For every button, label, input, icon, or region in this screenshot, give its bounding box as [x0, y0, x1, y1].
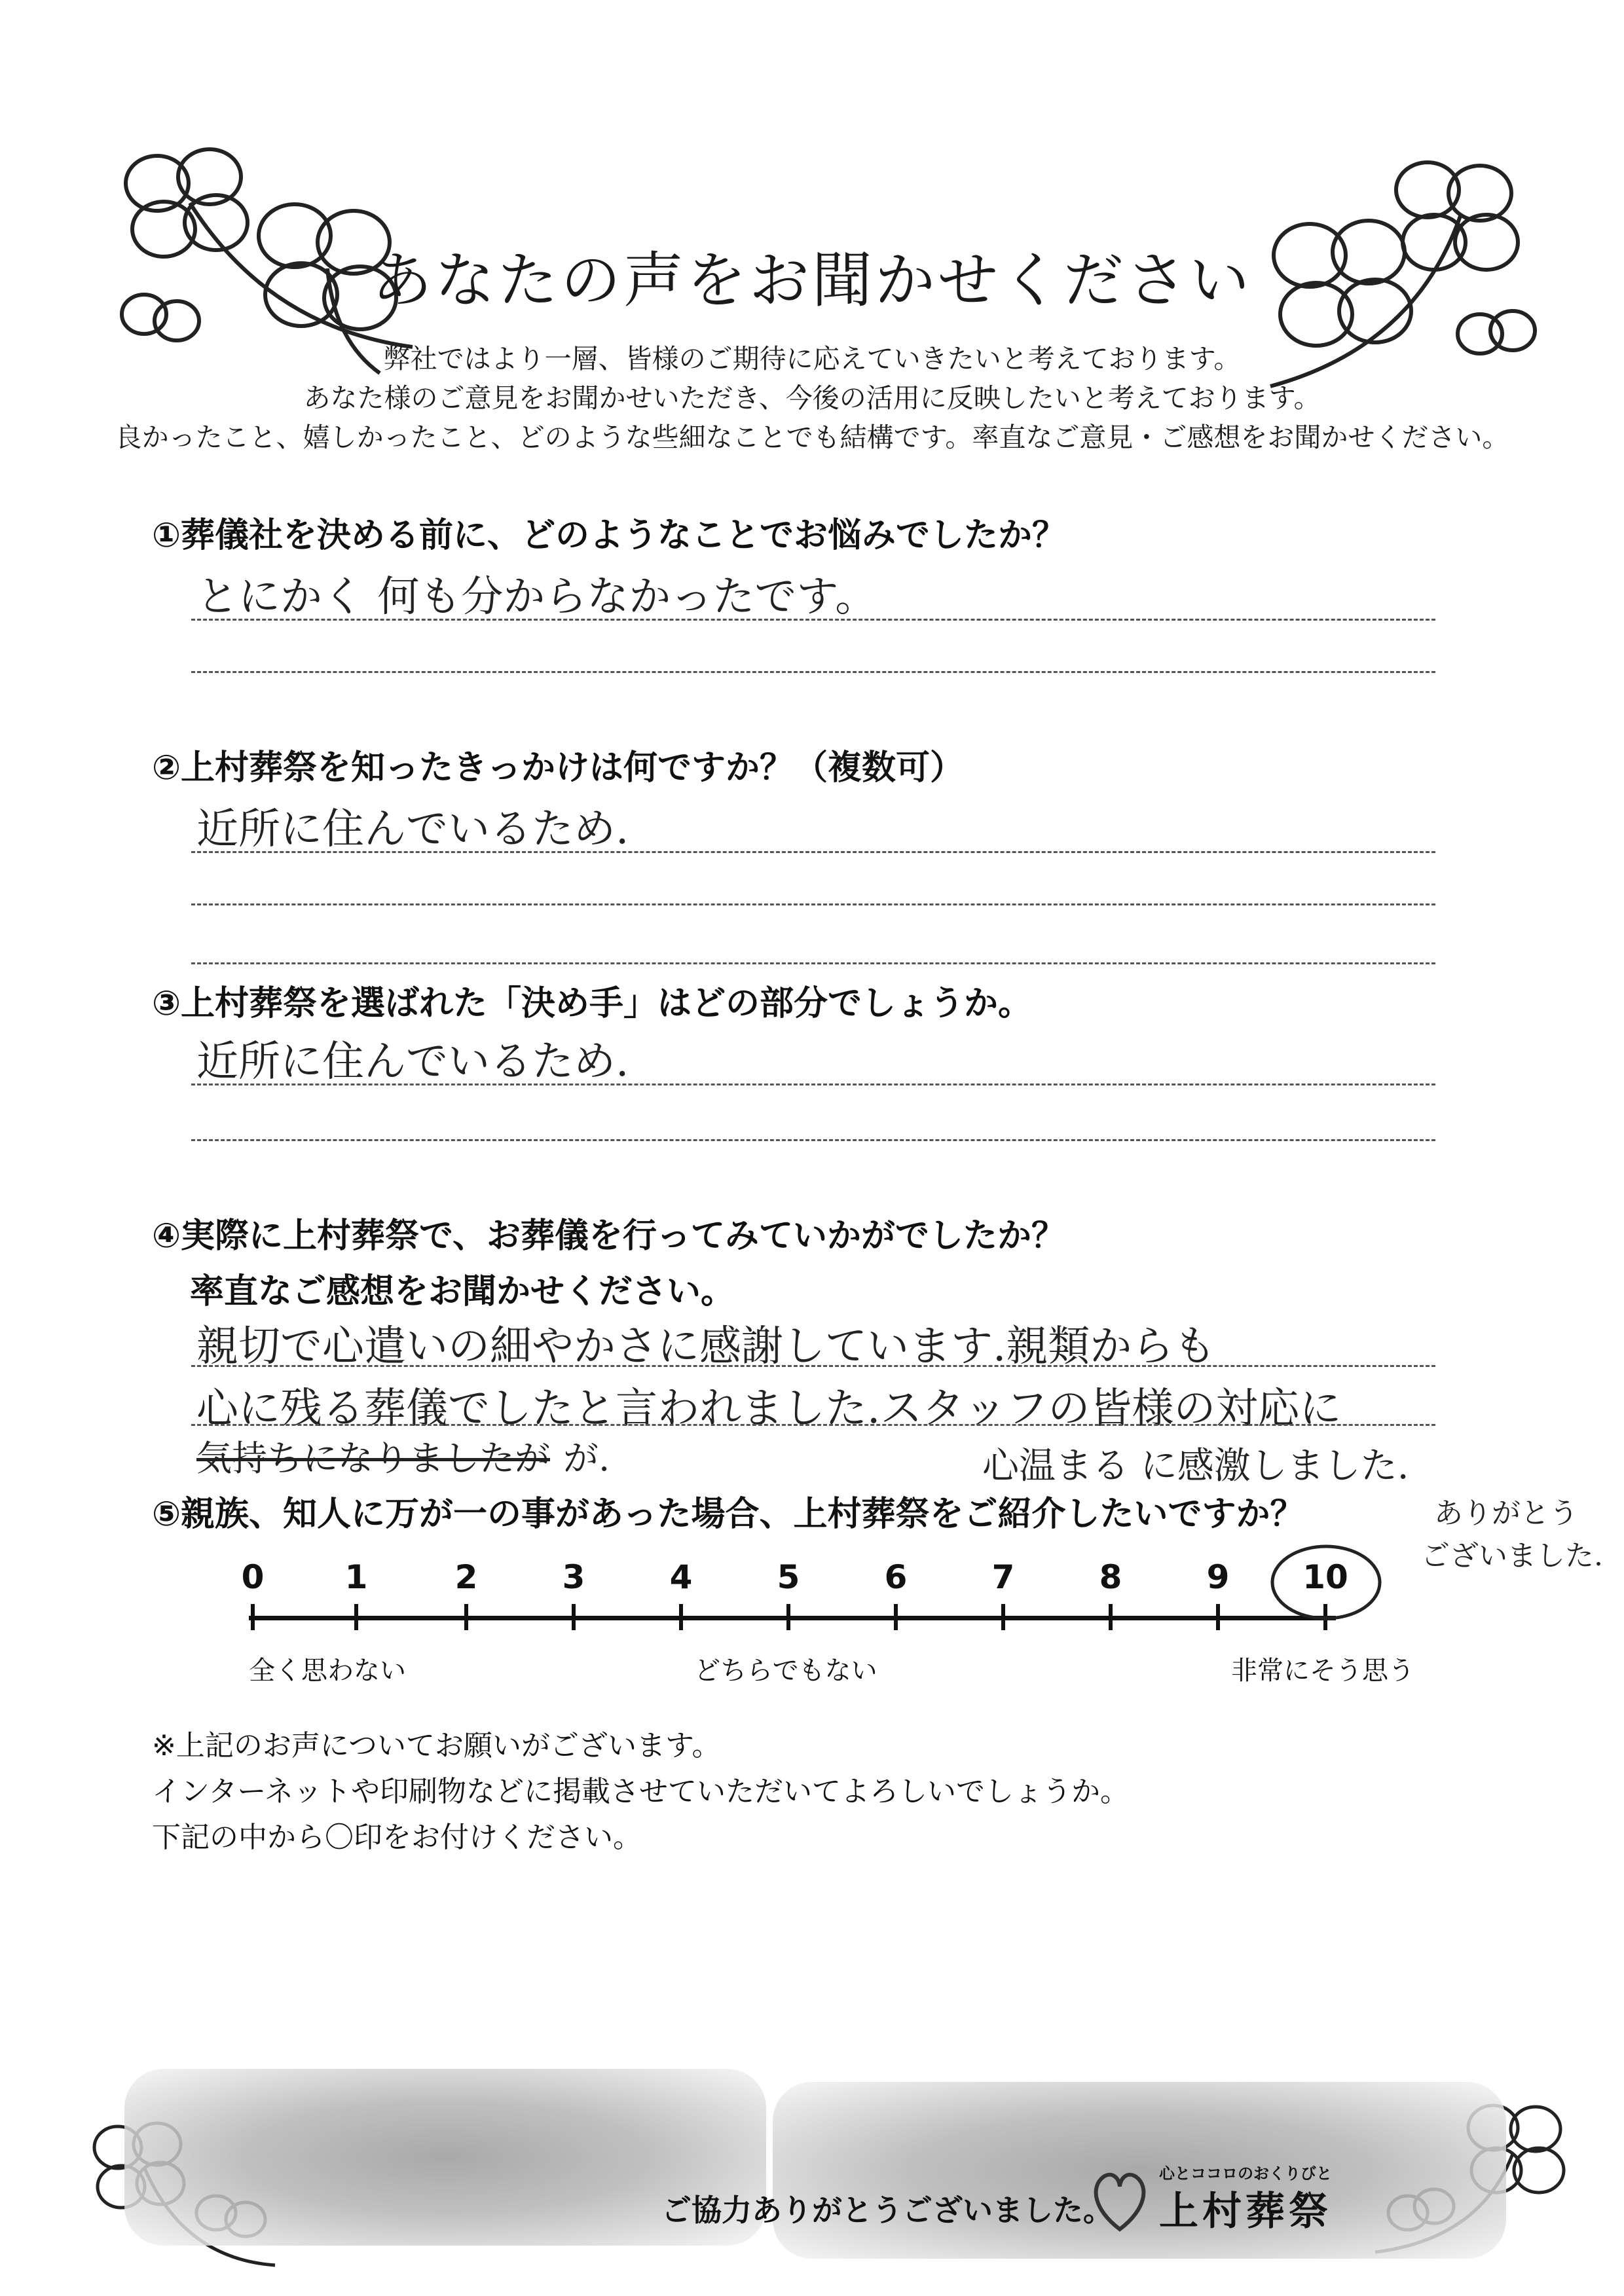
rating-scale-bar: [249, 1616, 1336, 1620]
scale-number-0[interactable]: 0: [241, 1558, 265, 1596]
scale-tick: [354, 1604, 358, 1630]
answer-line: [191, 1084, 1435, 1085]
scale-number-6[interactable]: 6: [884, 1558, 908, 1596]
scale-right-label: 非常にそう思う: [1231, 1656, 1414, 1686]
question-3-answer: 近所に住んでいるため.: [196, 1038, 629, 1086]
scale-tick: [894, 1604, 898, 1630]
page-title: あなたの声をお聞かせください: [371, 246, 1252, 316]
notice-line-1: ※上記のお声についてお願いがございます。: [152, 1729, 721, 1762]
scale-number-8[interactable]: 8: [1099, 1558, 1122, 1596]
question-5-label: ⑤親族、知人に万が一の事があった場合、上村葬祭をご紹介したいですか？: [152, 1495, 1304, 1534]
scale-number-3[interactable]: 3: [562, 1558, 585, 1596]
answer-line: [191, 903, 1435, 905]
scale-middle-label: どちらでもない: [694, 1656, 877, 1686]
scale-number-10[interactable]: 10: [1302, 1558, 1348, 1596]
logo-name: 上村葬祭: [1159, 2189, 1332, 2234]
question-2-label: ②上村葬祭を知ったきっかけは何ですか？（複数可）: [152, 748, 965, 788]
answer-line: [191, 851, 1435, 853]
scale-tick: [1001, 1604, 1005, 1630]
scale-number-9[interactable]: 9: [1206, 1558, 1230, 1596]
question-4-answer-line-3: 心温まる に感激しました.: [982, 1445, 1409, 1487]
question-4-struck-text-suffix: が.: [563, 1438, 610, 1479]
answer-line: [191, 671, 1435, 673]
scale-number-2[interactable]: 2: [454, 1558, 478, 1596]
question-2-answer: 近所に住んでいるため.: [196, 805, 629, 854]
scale-tick: [786, 1604, 790, 1630]
question-4-label: ④実際に上村葬祭で、お葬儀を行ってみていかがでしたか？: [152, 1216, 1065, 1256]
question-1-label: ①葬儀社を決める前に、どのようなことでお悩みでしたか？: [152, 516, 1067, 555]
answer-line: [191, 962, 1435, 964]
question-4-answer-line-4: ありがとう: [1434, 1497, 1578, 1530]
scale-tick: [464, 1604, 468, 1630]
question-1-answer: とにかく 何も分からなかったです。: [196, 573, 877, 621]
question-4-label-line-2: 率直なご感想をお聞かせください。: [190, 1272, 735, 1311]
scale-number-1[interactable]: 1: [344, 1558, 368, 1596]
footer-thanks: ご協力ありがとうございました。: [661, 2193, 1113, 2228]
scale-number-5[interactable]: 5: [777, 1558, 800, 1596]
question-4-answer-line-2: 心に残る葬儀でしたと言われました.スタッフの皆様の対応に: [196, 1385, 1342, 1433]
notice-line-3: 下記の中から〇印をお付けください。: [152, 1821, 642, 1854]
intro-line-2: あなた様のご意見をお聞かせいただき、今後の活用に反映したいと考えております。: [303, 382, 1321, 414]
question-4-answer-line-5: ございました.: [1421, 1539, 1603, 1573]
scale-tick: [679, 1604, 683, 1630]
scale-left-label: 全く思わない: [249, 1656, 406, 1686]
scale-number-7[interactable]: 7: [991, 1558, 1015, 1596]
question-4-answer-line-1: 親切で心遣いの細やかさに感謝しています.親類からも: [196, 1322, 1216, 1371]
intro-line-3: 良かったこと、嬉しかったこと、どのような些細なことでも結構です。率直なご意見・ご感想をお聞かせください。: [115, 422, 1509, 453]
answer-line: [191, 1424, 1435, 1426]
answer-line: [191, 619, 1435, 621]
logo-heart-icon: [1087, 2160, 1153, 2239]
scale-number-4[interactable]: 4: [669, 1558, 693, 1596]
logo-tagline: 心とココロのおくりびと: [1159, 2164, 1332, 2183]
question-4-struck-text: 気持ちになりましたが: [196, 1438, 550, 1479]
question-3-label: ③上村葬祭を選ばれた「決め手」はどの部分でしょうか。: [152, 984, 1033, 1023]
selected-circle-icon: [1264, 1542, 1388, 1627]
intro-line-1: 弊社ではより一層、皆様のご期待に応えていきたいと考えております。: [383, 343, 1241, 374]
scale-tick: [1109, 1604, 1113, 1630]
scale-tick: [1216, 1604, 1220, 1630]
scale-tick: [251, 1604, 255, 1630]
scale-tick: [572, 1604, 576, 1630]
answer-line: [191, 1365, 1435, 1367]
notice-line-2: インターネットや印刷物などに掲載させていただいてよろしいでしょうか。: [152, 1775, 1130, 1808]
answer-line: [191, 1139, 1435, 1141]
